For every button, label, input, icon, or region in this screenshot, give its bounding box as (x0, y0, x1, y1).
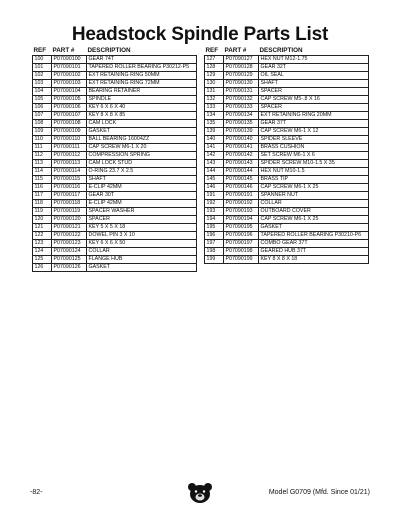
cell-description: GASKET (87, 264, 197, 272)
table-row (33, 256, 197, 264)
cell-ref: 101 (33, 64, 52, 72)
cell-ref: 196 (205, 232, 224, 240)
cell-description: BRASS CUSHION (259, 144, 369, 152)
cell-ref: 145 (205, 176, 224, 184)
table-row (205, 224, 369, 232)
parts-table-right (204, 46, 369, 264)
cell-part-number: P07090119 (52, 208, 87, 216)
cell-ref: 134 (205, 112, 224, 120)
cell-ref: 113 (33, 160, 52, 168)
cell-part-number: P07090103 (52, 80, 87, 88)
cell-description: CAP SCREW M5-.8 X 16 (259, 96, 369, 104)
cell-description: CAP SCREW M6-1 X 25 (259, 184, 369, 192)
cell-ref: 118 (33, 200, 52, 208)
cell-part-number: P07090112 (52, 152, 87, 160)
table-row (33, 176, 197, 184)
cell-part-number: P07090107 (52, 112, 87, 120)
cell-ref: 119 (33, 208, 52, 216)
cell-description: DOWEL PIN 3 X 10 (87, 232, 197, 240)
cell-description: SPIDER SCREW M10-1.5 X 35 (259, 160, 369, 168)
cell-part-number: P07090140 (224, 136, 259, 144)
cell-description: SPINDLE (87, 96, 197, 104)
cell-description: SPIDER SLEEVE (259, 136, 369, 144)
cell-description: EXT RETAINING RING 20MM (259, 112, 369, 120)
cell-ref: 103 (33, 80, 52, 88)
cell-description: CAP SCREW M6-1 X 12 (259, 128, 369, 136)
cell-part-number: P07090111 (52, 144, 87, 152)
cell-part-number: P07090196 (224, 232, 259, 240)
header-part: PART # (52, 47, 75, 54)
cell-part-number: P07090129 (224, 72, 259, 80)
cell-ref: 114 (33, 168, 52, 176)
table-row (205, 192, 369, 200)
table-row (205, 256, 369, 264)
cell-ref: 117 (33, 192, 52, 200)
table-row (205, 152, 369, 160)
cell-part-number: P07090104 (52, 88, 87, 96)
cell-part-number: P07090102 (52, 72, 87, 80)
table-row (205, 200, 369, 208)
page-title: Headstock Spindle Parts List (71, 24, 329, 45)
table-row (205, 160, 369, 168)
table-row (33, 200, 197, 208)
table-row (33, 232, 197, 240)
cell-description: HEX NUT M10-1.5 (259, 168, 369, 176)
cell-description: COLLAR (259, 200, 369, 208)
table-row (33, 64, 197, 72)
model-info: Model G0709 (Mfd. Since 01/21) (268, 489, 370, 496)
cell-description: TAPERED ROLLER BEARING P30212-P5 (87, 64, 197, 72)
table-row (205, 88, 369, 96)
table-row (33, 128, 197, 136)
table-row (205, 248, 369, 256)
cell-description: SET SCREW M6-1 X 6 (259, 152, 369, 160)
table-row (33, 208, 197, 216)
cell-part-number: P07090141 (224, 144, 259, 152)
cell-part-number: P07090199 (224, 256, 259, 264)
table-row (205, 240, 369, 248)
header-description: DESCRIPTION (259, 47, 303, 54)
header-part: PART # (224, 47, 247, 54)
table-row (205, 176, 369, 184)
cell-ref: 191 (205, 192, 224, 200)
table-row (33, 136, 197, 144)
cell-ref: 121 (33, 224, 52, 232)
cell-ref: 102 (33, 72, 52, 80)
cell-ref: 192 (205, 200, 224, 208)
cell-ref: 115 (33, 176, 52, 184)
cell-description: COMPRESSION SPRING (87, 152, 197, 160)
table-row (33, 184, 197, 192)
table-row (33, 224, 197, 232)
cell-ref: 107 (33, 112, 52, 120)
cell-ref: 135 (205, 120, 224, 128)
page-number: -82- (30, 489, 43, 496)
cell-part-number: P07090101 (52, 64, 87, 72)
cell-ref: 198 (205, 248, 224, 256)
cell-ref: 193 (205, 208, 224, 216)
bear-head-logo-icon (186, 481, 214, 505)
parts-table-left (32, 46, 197, 272)
cell-ref: 104 (33, 88, 52, 96)
table-row (33, 88, 197, 96)
cell-description: GASKET (259, 224, 369, 232)
cell-description: E-CLIP 42MM (87, 200, 197, 208)
cell-ref: 116 (33, 184, 52, 192)
cell-part-number: P07090117 (52, 192, 87, 200)
cell-ref: 125 (33, 256, 52, 264)
cell-ref: 199 (205, 256, 224, 264)
table-row (33, 168, 197, 176)
table-row (33, 192, 197, 200)
cell-description: SPACER (259, 104, 369, 112)
header-ref: REF (33, 47, 47, 54)
cell-description: OUTBOARD COVER (259, 208, 369, 216)
cell-description: GASKET (87, 128, 197, 136)
table-row (205, 56, 369, 64)
cell-ref: 194 (205, 216, 224, 224)
cell-description: O-RING 23.7 X 2.5 (87, 168, 197, 176)
cell-part-number: P07090130 (224, 80, 259, 88)
cell-part-number: P07090109 (52, 128, 87, 136)
cell-ref: 100 (33, 56, 52, 64)
table-row (205, 184, 369, 192)
cell-part-number: P07090133 (224, 104, 259, 112)
cell-description: CAP SCREW M6-1 X 20 (87, 144, 197, 152)
cell-description: GEAR 37T (259, 120, 369, 128)
cell-ref: 141 (205, 144, 224, 152)
cell-description: GEAR 32T (259, 64, 369, 72)
header-ref: REF (205, 47, 219, 54)
cell-ref: 105 (33, 96, 52, 104)
cell-part-number: P07090142 (224, 152, 259, 160)
table-row (205, 104, 369, 112)
cell-description: CAM LOCK STUD (87, 160, 197, 168)
cell-part-number: P07090198 (224, 248, 259, 256)
cell-ref: 143 (205, 160, 224, 168)
cell-part-number: P07090143 (224, 160, 259, 168)
cell-part-number: P07090120 (52, 216, 87, 224)
cell-description: SPACER (87, 216, 197, 224)
table-row (205, 136, 369, 144)
cell-part-number: P07090144 (224, 168, 259, 176)
table-row (205, 168, 369, 176)
cell-description: SPACER WASHER (87, 208, 197, 216)
table-row (33, 120, 197, 128)
table-row (33, 96, 197, 104)
cell-ref: 142 (205, 152, 224, 160)
cell-description: SPACER (259, 88, 369, 96)
cell-part-number: P07090124 (52, 248, 87, 256)
cell-description: BEARING RETAINER (87, 88, 197, 96)
cell-description: CAP SCREW M6-1 X 25 (259, 216, 369, 224)
cell-ref: 133 (205, 104, 224, 112)
cell-description: GEAR 74T (87, 56, 197, 64)
cell-part-number: P07090118 (52, 200, 87, 208)
table-row (205, 64, 369, 72)
cell-description: SHAFT (87, 176, 197, 184)
cell-part-number: P07090105 (52, 96, 87, 104)
table-row (33, 80, 197, 88)
cell-description: E-CLIP 42MM (87, 184, 197, 192)
cell-part-number: P07090145 (224, 176, 259, 184)
table-row (33, 104, 197, 112)
cell-description: GEARED HUB 37T (259, 248, 369, 256)
cell-part-number: P07090128 (224, 64, 259, 72)
table-row (33, 112, 197, 120)
cell-description: KEY 6 X 6 X 50 (87, 240, 197, 248)
table-row (33, 160, 197, 168)
cell-part-number: P07090134 (224, 112, 259, 120)
cell-ref: 197 (205, 240, 224, 248)
cell-ref: 131 (205, 88, 224, 96)
table-row (205, 208, 369, 216)
cell-description: EXT RETAINING RING 50MM (87, 72, 197, 80)
cell-description: FLANGE HUB (87, 256, 197, 264)
table-row (205, 216, 369, 224)
table-row (33, 56, 197, 64)
cell-part-number: P07090127 (224, 56, 259, 64)
table-row (205, 120, 369, 128)
cell-ref: 195 (205, 224, 224, 232)
table-row (33, 248, 197, 256)
cell-part-number: P07090121 (52, 224, 87, 232)
cell-part-number: P07090194 (224, 216, 259, 224)
table-row (33, 216, 197, 224)
cell-description: GEAR 30T (87, 192, 197, 200)
cell-description: HEX NUT M12-1.75 (259, 56, 369, 64)
cell-ref: 122 (33, 232, 52, 240)
cell-part-number: P07090110 (52, 136, 87, 144)
cell-part-number: P07090195 (224, 224, 259, 232)
cell-description: KEY 8 X 8 X 18 (259, 256, 369, 264)
cell-part-number: P07090193 (224, 208, 259, 216)
cell-ref: 129 (205, 72, 224, 80)
cell-description: CAM LOCK (87, 120, 197, 128)
table-row (205, 96, 369, 104)
parts-grid-left (32, 55, 197, 272)
cell-part-number: P07090146 (224, 184, 259, 192)
cell-ref: 139 (205, 128, 224, 136)
cell-part-number: P07090192 (224, 200, 259, 208)
cell-ref: 127 (205, 56, 224, 64)
cell-ref: 144 (205, 168, 224, 176)
parts-grid-right (204, 55, 369, 264)
table-row (205, 232, 369, 240)
cell-part-number: P07090115 (52, 176, 87, 184)
cell-part-number: P07090131 (224, 88, 259, 96)
cell-description: COLLAR (87, 248, 197, 256)
cell-ref: 111 (33, 144, 52, 152)
cell-part-number: P07090116 (52, 184, 87, 192)
cell-part-number: P07090132 (224, 96, 259, 104)
header-description: DESCRIPTION (87, 47, 131, 54)
cell-part-number: P07090108 (52, 120, 87, 128)
cell-description: KEY 8 X 8 X 85 (87, 112, 197, 120)
cell-part-number: P07090100 (52, 56, 87, 64)
table-row (205, 112, 369, 120)
cell-ref: 128 (205, 64, 224, 72)
cell-part-number: P07090114 (52, 168, 87, 176)
table-row (205, 144, 369, 152)
cell-ref: 146 (205, 184, 224, 192)
cell-ref: 123 (33, 240, 52, 248)
cell-description: KEY 5 X 5 X 18 (87, 224, 197, 232)
cell-description: OIL SEAL (259, 72, 369, 80)
cell-description: SHAFT (259, 80, 369, 88)
cell-description: BRASS TIP (259, 176, 369, 184)
cell-description: EXT RETAINING RING 72MM (87, 80, 197, 88)
cell-ref: 140 (205, 136, 224, 144)
cell-part-number: P07090122 (52, 232, 87, 240)
cell-part-number: P07090113 (52, 160, 87, 168)
cell-ref: 124 (33, 248, 52, 256)
table-header (204, 46, 369, 55)
table-header (32, 46, 197, 55)
cell-part-number: P07090135 (224, 120, 259, 128)
cell-part-number: P07090125 (52, 256, 87, 264)
cell-ref: 132 (205, 96, 224, 104)
cell-description: KEY 6 X 6 X 40 (87, 104, 197, 112)
cell-ref: 106 (33, 104, 52, 112)
cell-ref: 108 (33, 120, 52, 128)
cell-part-number: P07090123 (52, 240, 87, 248)
table-row (205, 128, 369, 136)
cell-part-number: P07090139 (224, 128, 259, 136)
cell-part-number: P07090106 (52, 104, 87, 112)
table-row (205, 80, 369, 88)
table-row (33, 240, 197, 248)
table-row (33, 264, 197, 272)
cell-ref: 126 (33, 264, 52, 272)
table-row (33, 152, 197, 160)
cell-part-number: P07090191 (224, 192, 259, 200)
cell-description: COMBO GEAR 37T (259, 240, 369, 248)
cell-part-number: P07090197 (224, 240, 259, 248)
cell-ref: 109 (33, 128, 52, 136)
cell-description: TAPERED ROLLER BEARING P30210-P6 (259, 232, 369, 240)
cell-part-number: P07090126 (52, 264, 87, 272)
cell-ref: 130 (205, 80, 224, 88)
cell-ref: 112 (33, 152, 52, 160)
table-row (33, 144, 197, 152)
table-row (33, 72, 197, 80)
table-row (205, 72, 369, 80)
cell-description: BALL BEARING 16004ZZ (87, 136, 197, 144)
cell-ref: 110 (33, 136, 52, 144)
cell-ref: 120 (33, 216, 52, 224)
cell-description: SPANNER NUT (259, 192, 369, 200)
